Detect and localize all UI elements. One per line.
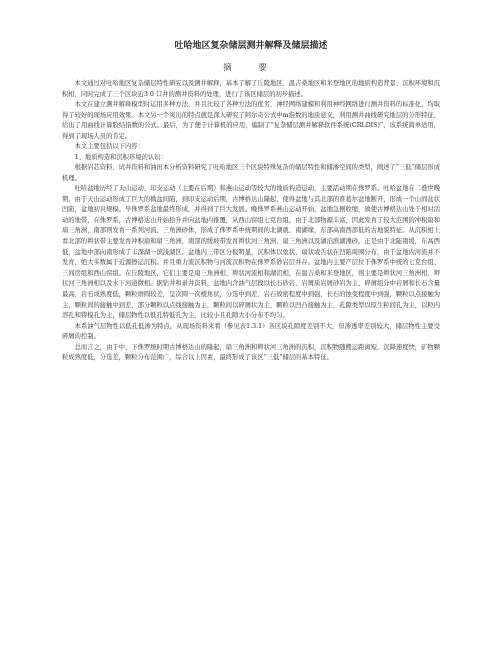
document-title: 吐哈地区复杂储层测井解释及储层描述 (174, 41, 328, 51)
paragraph-conclusion: 总而言之，由于中、下侏罗统时期古博格达山的隆起，扇三角洲和辫状河三角洲的沉积，沉积物随搬运距离短，沉降速度快，矿物颗粒成熟度低，分选差，颗粒分布范围广，综合以上因素，最终形成了该区“三低”储层的基本特征。 (62, 343, 440, 362)
abstract-heading: 摘 要 (223, 63, 279, 73)
paragraph-contents-intro: 本文主要包括以下内容： (74, 143, 144, 150)
paragraph-reservoir-properties: 本系油气层物性以低孔低渗为特点，从现场资料来看（参见表1.3.1）各区块孔隙度差别不大，但渗透率差别较大，储层物性主要受碎屑的控制。 (62, 322, 440, 341)
paragraph-methods: 本文在建立测井解释模型时运用多种方法，并且比较了各种方法的优劣，神经网络建模和利用神经网络进行测井资料的标准化，均取得了较好的现场应用效果。本文另一个突出的特点就是深入研究了阿尔奇公式中m指数的地质意义，利用测井曲线研究地层的分形特征，给出了用曲线计算胶结指数的公式。最后，为了便于计算机的应用，编制了“复杂储层测井解释软件系统(CRLDIS)”，该系统简单适用，得到了现场人员的肯定。 (62, 101, 440, 140)
paragraph-section-heading: 1、地质构造和沉积环境的认识： (74, 153, 167, 161)
paragraph-reservoir-types: 根据岩芯资料、试井资料和油田本分析资料研究了吐哈地区三个区块特殊复杂的储层特性和储渗空间的类型，阐述了“三低”储层形成机理。 (62, 164, 440, 182)
paragraph-summary: 本文通过对吐哈地区复杂储层特性研究以及测井解释，基本了解了丘陵地区、温吉桑地区和米登地区的地质构造背景、沉积环境和沉积相，同时完成了三个区块近3 0 口井的测井资料的处理，进行了该区储层的初步描述。 (62, 80, 440, 98)
paragraph-geology: 吐哈盆地历经了天山运动、印支运动（主要在后期）和燕山运动等较大的地质构造运动，主要活动期在侏罗系。吐哈盆地在二叠世晚期，由于天山运动形成了巨大的拗盆间陷，到印支运动后期，古博格达山隆起，使得盆地与其北部的准葛尔盆地断开，形成一个山间盆状凹陷，盆地初具规模。早侏罗系盆地最终形成，并得到了巨大发展。晚侏罗系燕山运动开始，盆地急剧收缩，致使古博格达山处于相对活动的地带，在侏罗系，古博格达山开始抬升并向盆地内推覆，从西山窑组七克台组，由于北部物源丰富，因此发育了较大范围的冲积扇和扇三角洲，南部则发育一系列河流、三角洲砂体，形成了侏罗系中统期间的北湖就、南湖缘，东部高南西部低的古地貌特征。从沉积相上看北部的辫状带主要发育冲积扇和扇三角洲，南部的缓坡带发育辫状河三角洲、扇三角洲以及湖泊滨湖滩砂。正是由于北陡南缓，东高西低，盆地中部向南形成了丰深湖一滨浅湖区。盆地内三带区分报明显，沉积体以象状、扇状或舌状在凹陷周围分布，由于盆地内河流并不发育，绝大多数属于近源擦运沉积。并且重力流沉积物与河流沉积物在侏罗系砂岩层并存。盆地内主要产层位于侏罗系中统的七克台组、三间房组和西山窑组。在丘陵地区，它们主要是扇三角洲相、辫状河流相和湖沼相，在温吉桑和米登地区，则主要是辫状河三角洲相、辫状河三角洲相以及水下河道微相。据钻井和录井资料，盆地内含油气层段以长石砂岩、岩屑质岩屑砂岩为主，碎屑组分中岩屑和长石含量最高，岩石成熟度低，颗粒磨圆较差，呈次圆一次棱角状，分选中到差，岩石致密程度中到强，长石的蚀变程度中到强，颗粒以点接触为主，颗粒间的接触中到差，部分颗粒以点线接触为主，颗粒间以碎屑状为主，颗粒以凹凸接触为主，孔隙类型以原生粒间孔为主，以粒内溶孔和铸模孔为主，储层物性以低孔特低孔为主，比较小且孔隙大小分布不均匀。 (62, 185, 440, 320)
